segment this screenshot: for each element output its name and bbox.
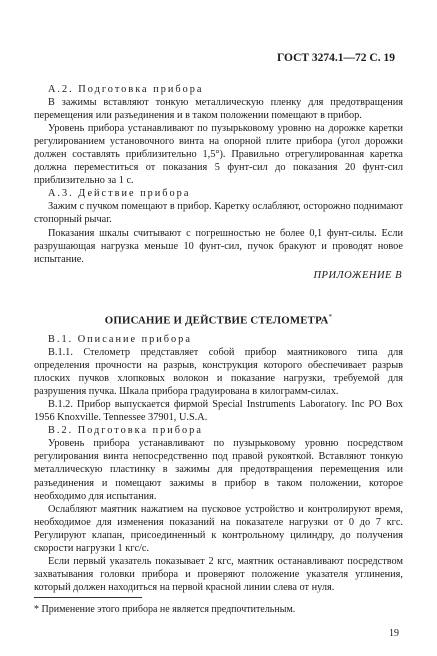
footnote-mark: * bbox=[328, 313, 333, 321]
section-a3-heading: А.3. Действие прибора bbox=[48, 188, 191, 200]
footnote: * Применение этого прибора не является предпочтительным. bbox=[34, 604, 296, 615]
page-number: 19 bbox=[389, 628, 399, 639]
paragraph: Уровень прибора устанавливают по пузырьковому уровню посредством регулирования винта непосредственно под правой рукояткой. Вставляют тонкую металлическую пластинку в зажимы для предотвращения перемещения или разъединения и помещают зажимы в прибор в таком положении, которое необходимо для испытания. bbox=[34, 438, 403, 502]
footnote-divider bbox=[34, 597, 142, 598]
section-b-text bbox=[34, 333, 403, 594]
section-title bbox=[0, 313, 437, 327]
paragraph: Уровень прибора устанавливают по пузырьковому уровню на дорожке каретки регулированием установочного винта на опорной плите прибора (угол дорожки должен составлять приблизительно 1,5°). Правильно отрегулированная каретка должна переместиться от показания 5 фунт-сил до показания 20 фунт-сил приблизительно за 1 с. bbox=[34, 123, 403, 187]
page-header: ГОСТ 3274.1—72 С. 19 bbox=[276, 52, 395, 64]
paragraph: Если первый указатель показывает 2 кгс, маятник останавливают посредством захватывания головки прибора и проверяют положение указателя углинения, который должен находиться на первой красной линии слева от нуля. bbox=[34, 555, 403, 593]
paragraph: Ослабляют маятник нажатием на пусковое устройство и контролируют время, необходимое для изменения показаний на показателе нагрузки от 0 до 7 кгс. Регулируют клапан, присоединенный к контрольному цилиндру, до получения скорости нагрузки 1 кгс/с. bbox=[34, 503, 403, 554]
section-b2-heading: В.2. Подготовка прибора bbox=[48, 425, 203, 437]
paragraph: В.1.1. Стелометр представляет собой прибор маятникового типа для определения прочности на разрыв, конструкция которого обеспечивает разрыв плоских пучков хлопковых волокон и показание нагрузки, требуемой для разрушения пучка. Шкала прибора градуирована в килограмм-силах. bbox=[34, 347, 403, 398]
paragraph: В зажимы вставляют тонкую металлическую пленку для предотвращения перемещения или разъединения и в таком положении помещают в прибор. bbox=[34, 97, 403, 122]
paragraph: В.1.2. Прибор выпускается фирмой Special Instruments Laboratory. Inc PO Box 1956 Knoxville. Tennessee 37901, U.S.A. bbox=[34, 399, 403, 424]
section-a-text bbox=[34, 83, 403, 266]
section-a2-heading: А.2. Подготовка прибора bbox=[48, 84, 204, 95]
section-b1-heading: В.1. Описание прибора bbox=[48, 334, 192, 345]
paragraph: Показания шкалы считывают с погрешностью не более 0,1 фунт-силы. Если разрушающая нагрузка меньше 10 фунт-сил, пучок бракуют и проводят новое испытание. bbox=[34, 227, 403, 265]
section-title-text: ОПИСАНИЕ И ДЕЙСТВИЕ СТЕЛОМЕТРА bbox=[104, 314, 329, 327]
appendix-label: ПРИЛОЖЕНИЕ В bbox=[313, 270, 402, 281]
paragraph: Зажим с пучком помещают в прибор. Каретку ослабляют, осторожно поднимают стопорный рычаг. bbox=[34, 201, 403, 226]
